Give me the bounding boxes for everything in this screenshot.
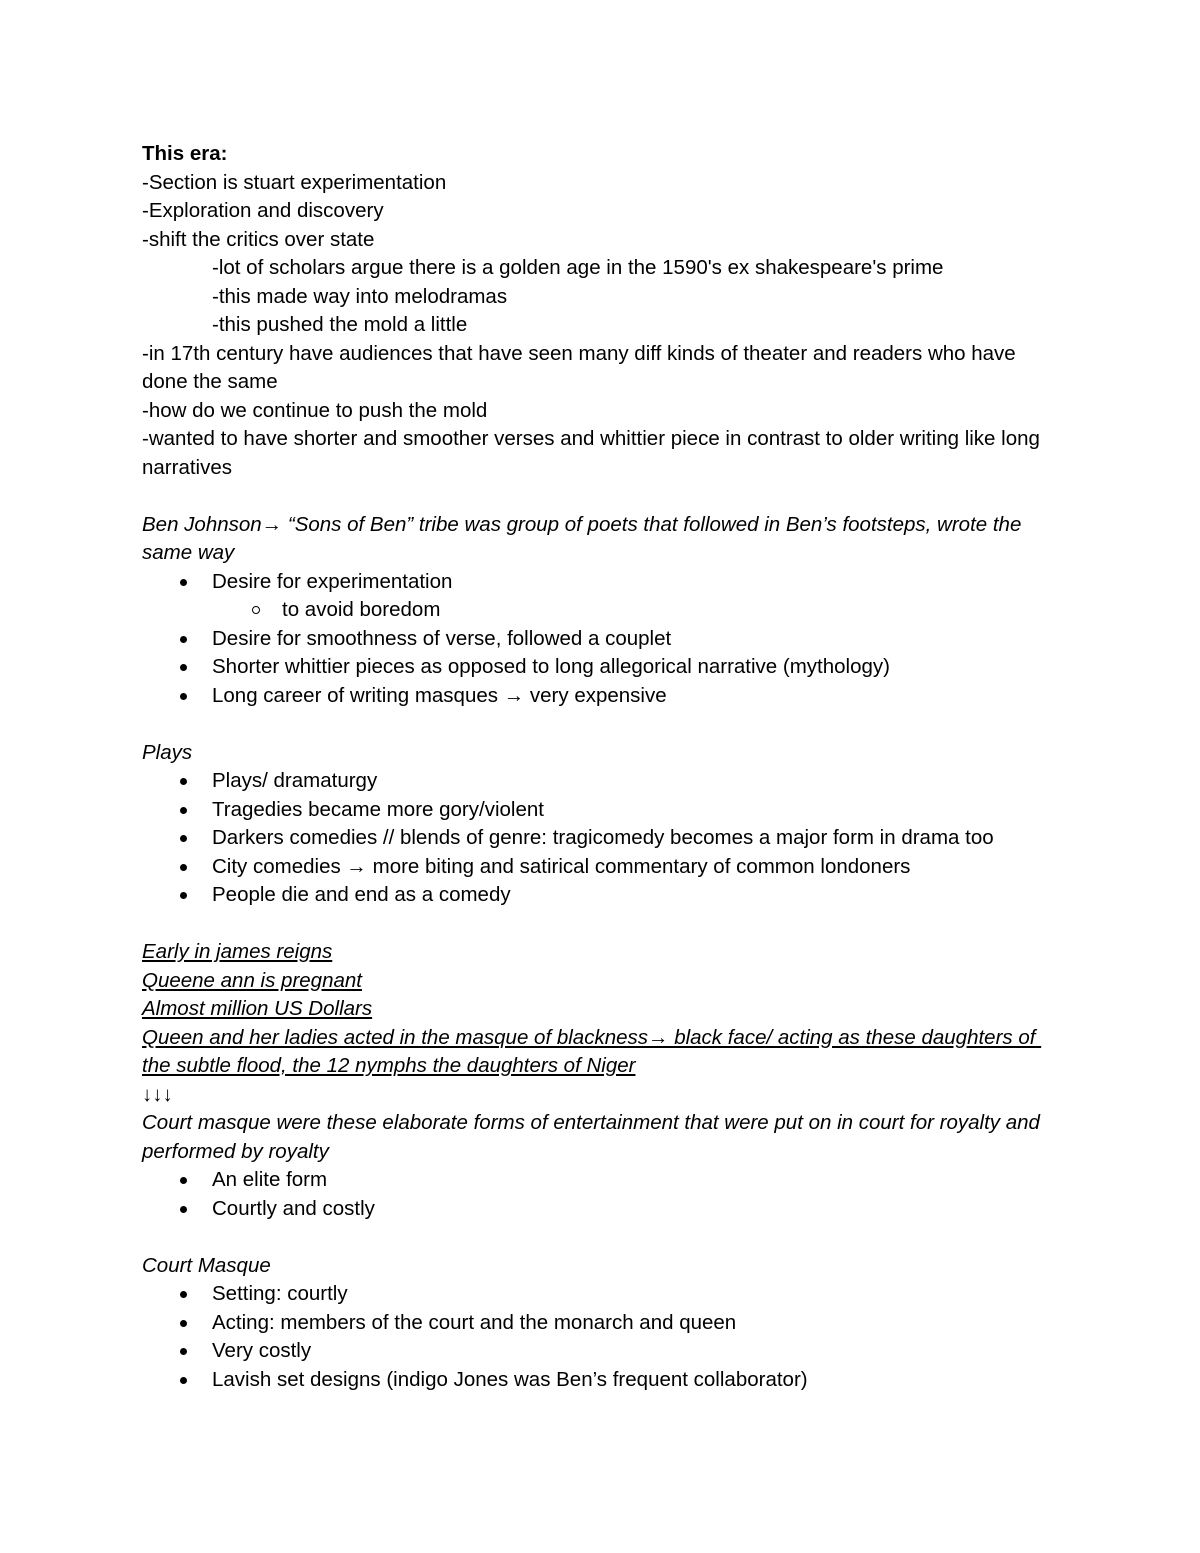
note-line: -shift the critics over state — [142, 227, 375, 251]
bullet-icon — [180, 1206, 187, 1213]
bullet-icon — [180, 892, 187, 899]
court-masque-heading: Court Masque — [142, 1253, 271, 1277]
bullet-icon — [180, 1320, 187, 1327]
bullet-icon — [180, 579, 187, 586]
list-item: City comedies → more biting and satirical commentary of common londoners — [142, 853, 1062, 882]
indented-note-line: -this pushed the mold a little — [212, 313, 468, 336]
bullet-icon — [180, 1348, 187, 1355]
list-item: Acting: members of the court and the monarch and queen — [142, 1309, 1062, 1338]
bullet-icon — [180, 1377, 187, 1384]
list-item: Long career of writing masques → very expensive — [142, 682, 1062, 711]
note-line: -how do we continue to push the mold — [142, 398, 488, 422]
note-line: -wanted to have shorter and smoother verses and whittier piece in contrast to older writing like long narratives — [142, 427, 1046, 479]
list-item: Very costly — [142, 1337, 1062, 1366]
underlined-note-line: Queene ann is pregnant — [142, 968, 362, 992]
sub-list-item: to avoid boredom — [142, 596, 1062, 625]
bullet-icon — [180, 807, 187, 814]
plays-heading: Plays — [142, 740, 193, 764]
indented-note-line: -lot of scholars argue there is a golden age in the 1590's ex shakespeare's prime — [212, 256, 944, 279]
list-item: Tragedies became more gory/violent — [142, 796, 1062, 825]
note-line: -in 17th century have audiences that have seen many diff kinds of theater and readers who have done the same — [142, 341, 1022, 393]
document-body — [142, 140, 1062, 1394]
list-item: Shorter whittier pieces as opposed to long allegorical narrative (mythology) — [142, 653, 1062, 682]
list-item: Courtly and costly — [142, 1195, 1062, 1224]
list-item: Lavish set designs (indigo Jones was Ben’s frequent collaborator) — [142, 1366, 1062, 1395]
bullet-icon — [180, 1177, 187, 1184]
section-heading: This era: — [142, 142, 228, 165]
down-arrows: ↓↓↓ — [142, 1082, 173, 1106]
underlined-note-line: Early in james reigns — [142, 940, 333, 963]
bullet-icon — [180, 636, 187, 643]
list-item: Plays/ dramaturgy — [142, 767, 1062, 796]
bullet-icon — [180, 1291, 187, 1298]
list-item: Setting: courtly — [142, 1280, 1062, 1309]
bullet-icon — [180, 778, 187, 785]
list-item: An elite form — [142, 1166, 1062, 1195]
list-item: People die and end as a comedy — [142, 881, 1062, 910]
bullet-icon — [180, 664, 187, 671]
note-line: -Exploration and discovery — [142, 199, 384, 222]
hollow-bullet-icon — [252, 606, 260, 614]
note-line: -Section is stuart experimentation — [142, 170, 447, 194]
underlined-note-line: Almost million US Dollars — [142, 997, 373, 1020]
indented-note-line: -this made way into melodramas — [212, 284, 508, 308]
court-masque-description: Court masque were these elaborate forms of entertainment that were put on in court for royalty and performed by royalty — [142, 1111, 1046, 1163]
list-item: Darkers comedies // blends of genre: tragicomedy becomes a major form in drama too — [142, 824, 1062, 853]
bullet-icon — [180, 693, 187, 700]
bullet-icon — [180, 835, 187, 842]
bullet-icon — [180, 864, 187, 871]
ben-johnson-heading: Ben Johnson→ “Sons of Ben” tribe was group of poets that followed in Ben’s footsteps, wrote the same way — [142, 512, 1028, 564]
list-item: Desire for experimentation — [142, 568, 1062, 597]
underlined-note-line: Queen and her ladies acted in the masque of blackness→ black face/ acting as these daughters of the subtle flood, the 12 nymphs the daughters of Niger — [142, 1025, 1042, 1077]
list-item: Desire for smoothness of verse, followed a couplet — [142, 625, 1062, 654]
